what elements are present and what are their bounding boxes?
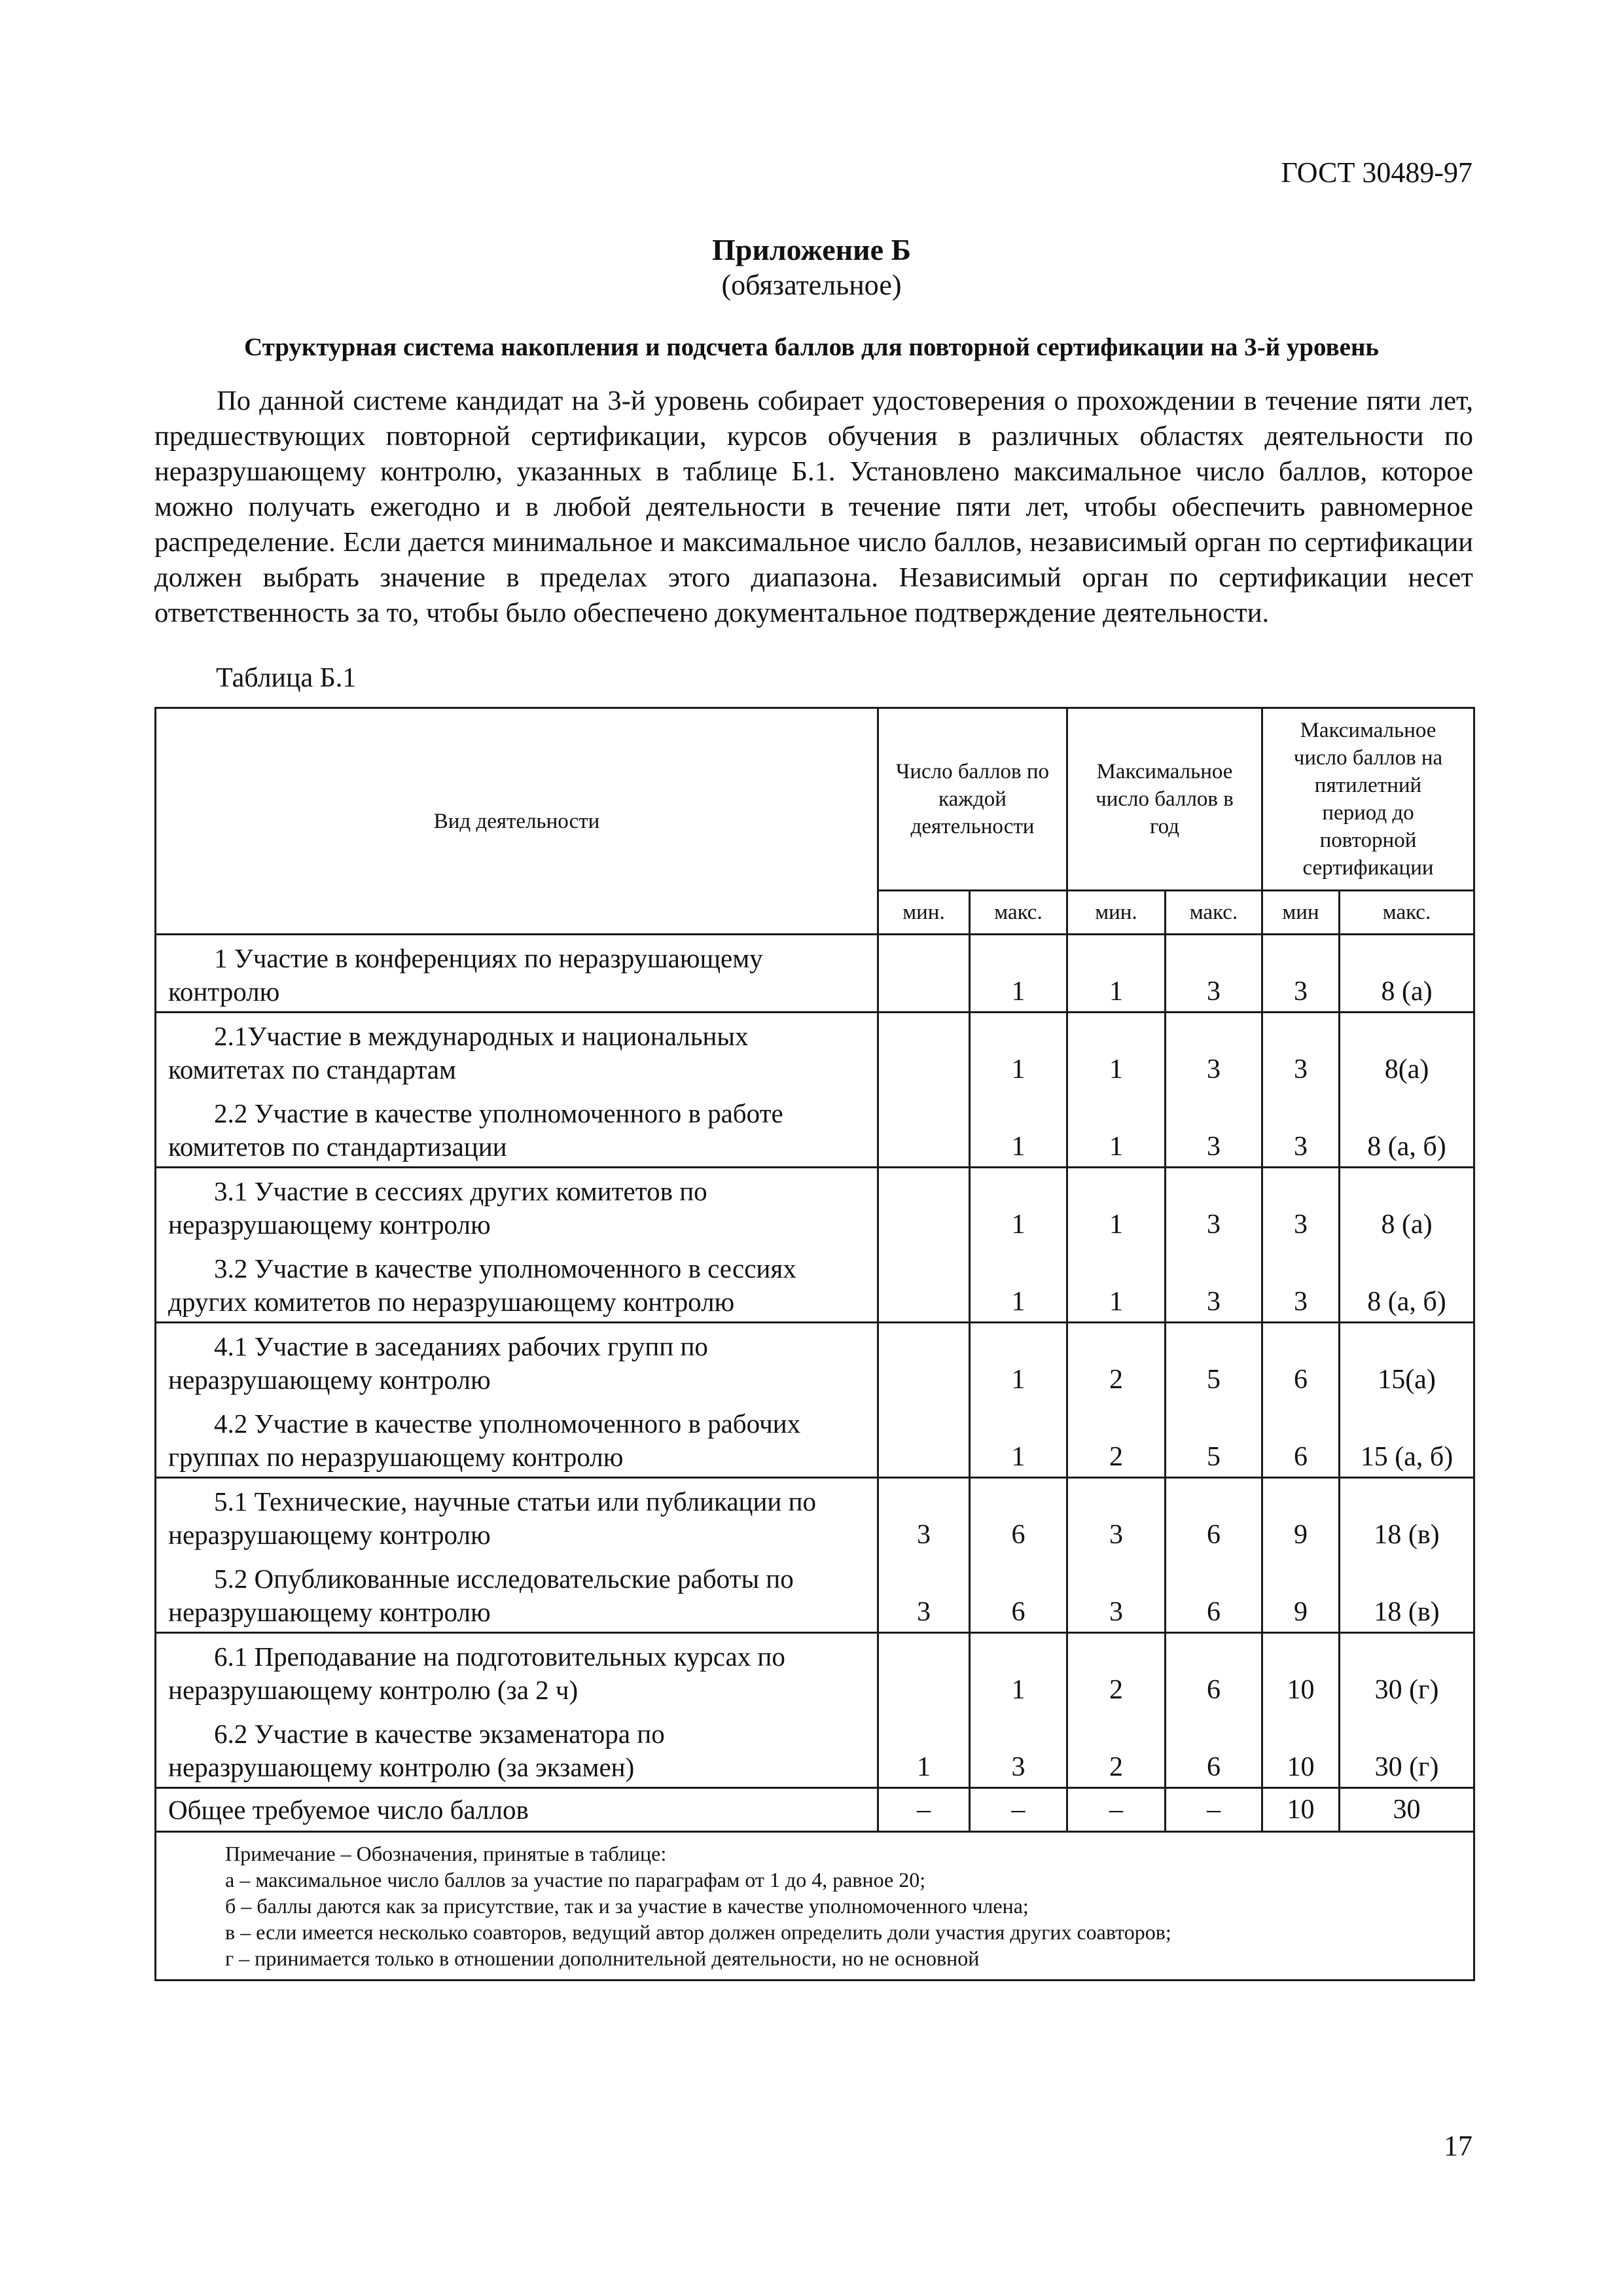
cell-year-max: 6 [1207,1520,1221,1550]
table-row-group-6 [156,1633,1474,1788]
activity-label: 6.1 Преподавание на подготовительных курсах по неразрушающему контролю (за 2 ч) [168,1641,785,1705]
total-label: Общее требуемое число баллов [156,1788,878,1832]
cell-period-max: 8 (а) [1381,977,1433,1007]
cell-period-min: 10 [1287,1752,1315,1782]
cell-year-max: 3 [1207,1054,1221,1085]
cell-year-max: 3 [1207,977,1221,1007]
note-b: б – баллы даются как за присутствие, так и за участие в качестве уполномоченного члена; [225,1894,1029,1918]
cell-activity-max: 6 [1011,1520,1026,1550]
subheader-max: макс. [1166,891,1262,935]
table-row-group-4 [156,1323,1474,1478]
cell-year-max: 5 [1207,1365,1221,1395]
note-g: г – принимается только в отношении дополнительной деятельности, но не основной [225,1946,980,1970]
points-table [154,707,1475,1981]
cell-year-min: 1 [1109,1132,1123,1162]
table-row-total [156,1788,1474,1832]
page-number: 17 [1444,2130,1472,2162]
total-year-min: – [1067,1788,1166,1832]
header-activity: Вид деятельности [156,708,878,935]
subheader-min: мин. [1067,891,1166,935]
table-row-group-2 [156,1013,1474,1168]
note-a: а – максимальное число баллов за участие по параграфам от 1 до 4, равное 20; [225,1868,926,1892]
activity-label: 2.1Участие в международных и национальных комитетах по стандартам [168,1021,749,1085]
cell-period-min: 6 [1294,1442,1308,1472]
cell-period-max: 30 (г) [1374,1752,1439,1782]
cell-activity-max: 6 [1011,1597,1026,1627]
cell-activity-max: 1 [1011,1287,1026,1317]
cell-year-max: 5 [1207,1442,1221,1472]
cell-activity-min [879,1407,969,1474]
cell-period-max: 18 (в) [1374,1520,1440,1550]
table-row-group-1 [156,935,1474,1013]
cell-period-min: 10 [1287,1675,1315,1705]
cell-activity-max: 1 [1011,977,1026,1007]
cell-year-min: 1 [1109,1210,1123,1240]
subheader-min: мин. [878,891,970,935]
cell-year-min: 3 [1109,1597,1123,1627]
total-period-min: 10 [1262,1788,1340,1832]
subheader-max: макс. [970,891,1067,935]
cell-period-max: 30 (г) [1374,1675,1439,1705]
cell-year-min: 2 [1109,1752,1123,1782]
cell-year-max: 6 [1207,1597,1221,1627]
cell-period-min: 3 [1294,1054,1308,1085]
cell-year-min: 2 [1109,1442,1123,1472]
subheader-max: макс. [1340,891,1474,935]
cell-activity-min [879,1020,969,1086]
cell-period-min: 3 [1294,1132,1308,1162]
cell-year-min: 1 [1109,977,1123,1007]
table-row-group-5 [156,1478,1474,1633]
header-five-year: Максимальное число баллов на пятилетний период до повторной сертификации [1262,708,1474,891]
cell-year-max: 3 [1207,1210,1221,1240]
cell-period-min: 3 [1294,1287,1308,1317]
cell-activity-min [879,1640,969,1707]
cell-period-min: 9 [1294,1597,1308,1627]
notes-title: Примечание – Обозначения, принятые в таблице: [225,1842,667,1865]
activity-label: 3.1 Участие в сессиях других комитетов по неразрушающему контролю [168,1176,707,1240]
total-activity-min: – [878,1788,970,1832]
activity-label: 2.2 Участие в качестве уполномоченного в работе комитетов по стандартизации [168,1098,783,1162]
cell-activity-min [879,1252,969,1319]
note-v: в – если имеется несколько соавторов, ведущий автор должен определить доли участия других соавторов; [225,1920,1171,1944]
header-per-year: Максимальное число баллов в год [1067,708,1262,891]
table-notes-row [156,1832,1474,1981]
cell-period-max: 18 (в) [1374,1597,1440,1627]
cell-activity-min [879,1097,969,1164]
total-period-max: 30 [1340,1788,1474,1832]
cell-activity-min: 1 [917,1752,931,1782]
cell-period-min: 6 [1294,1365,1308,1395]
cell-activity-max: 3 [1011,1752,1026,1782]
cell-period-max: 8(а) [1384,1054,1429,1085]
activity-label: 5.1 Технические, научные статьи или публикации по неразрушающему контролю [168,1486,817,1550]
total-year-max: – [1166,1788,1262,1832]
header-per-activity: Число баллов по каждой деятельности [878,708,1067,891]
cell-activity-max: 1 [1011,1675,1026,1705]
cell-activity-min: 3 [917,1520,931,1550]
cell-activity-min: 3 [917,1597,931,1627]
table-row-group-3 [156,1168,1474,1323]
section-title: Структурная система накопления и подсчета баллов для повторной сертификации на 3-й уровень [243,333,1380,361]
cell-period-max: 8 (а) [1381,1210,1433,1240]
cell-year-min: 3 [1109,1520,1123,1550]
cell-period-max: 8 (а, б) [1367,1287,1446,1317]
activity-label: 6.2 Участие в качестве экзаменатора по неразрушающему контролю (за экзамен) [168,1719,665,1782]
cell-period-max: 8 (а, б) [1367,1132,1446,1162]
table-caption: Таблица Б.1 [216,663,357,693]
cell-activity-max: 1 [1011,1054,1026,1085]
activity-label: 4.1 Участие в заседаниях рабочих групп по неразрушающему контролю [168,1331,708,1395]
total-activity-max: – [970,1788,1067,1832]
activity-label: 1 Участие в конференциях по неразрушающему контролю [168,943,763,1007]
appendix-status: (обязательное) [721,269,902,301]
cell-activity-max: 1 [1011,1365,1026,1395]
cell-period-max: 15(а) [1378,1365,1436,1395]
cell-year-max: 6 [1207,1752,1221,1782]
cell-activity-max: 1 [1011,1442,1026,1472]
cell-year-max: 6 [1207,1675,1221,1705]
cell-year-min: 1 [1109,1054,1123,1085]
cell-period-min: 9 [1294,1520,1308,1550]
activity-label: 3.2 Участие в качестве уполномоченного в сессиях других комитетов по неразрушающему контролю [168,1253,796,1317]
cell-year-max: 3 [1207,1287,1221,1317]
cell-year-min: 2 [1109,1675,1123,1705]
intro-paragraph: По данной системе кандидат на 3-й уровень собирает удостоверения о прохождении в течение пяти лет, предшествующих повторной сертификации, курсов обучения в различных областях деятельности по неразрушающему контролю, указанных в таблице Б.1. Установлено максимальное число баллов, которое можно получать ежегодно и в любой деятельности в течение пяти лет, чтобы обеспечить равномерное распределение. Если дается минимальное и максимальное число баллов, независимый орган по сертификации должен выбрать значение в пределах этого диапазона. Независимый орган по сертификации несет ответственность за то, чтобы было обеспечено документальное подтверждение деятельности. [154,386,1473,628]
cell-activity-max: 1 [1011,1210,1026,1240]
activity-label: 5.2 Опубликованные исследовательские работы по неразрушающему контролю [168,1564,794,1627]
cell-period-min: 3 [1294,977,1308,1007]
cell-year-max: 3 [1207,1132,1221,1162]
activity-label: 4.2 Участие в качестве уполномоченного в рабочих группах по неразрушающему контролю [168,1408,801,1472]
cell-year-min: 2 [1109,1365,1123,1395]
cell-activity-min [879,1330,969,1397]
cell-year-min: 1 [1109,1287,1123,1317]
cell-activity-max: 1 [1011,1132,1026,1162]
cell-period-max: 15 (а, б) [1360,1442,1454,1472]
cell-activity-min [879,1175,969,1242]
cell-activity-min [879,942,969,1009]
subheader-min: мин [1262,891,1340,935]
appendix-title: Приложение Б [711,233,912,266]
cell-period-min: 3 [1294,1210,1308,1240]
table-notes [156,1832,1474,1981]
document-code: ГОСТ 30489-97 [1281,156,1472,188]
